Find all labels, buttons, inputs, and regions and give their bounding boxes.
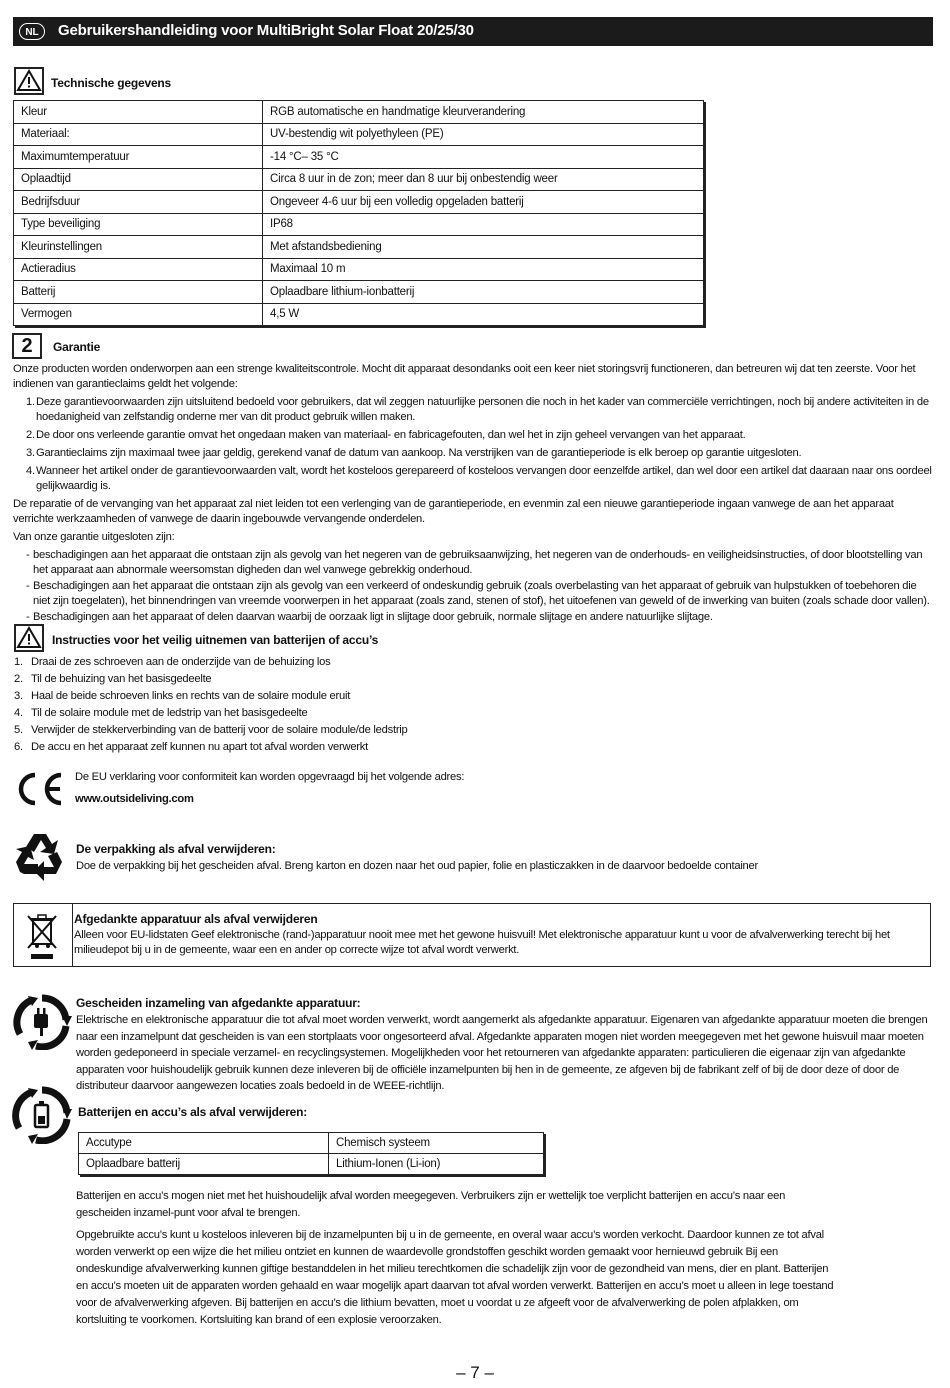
removal-step-text: Haal de beide schroeven links en rechts van de solaire module eruit <box>31 690 351 702</box>
battery-removal-steps <box>14 654 914 756</box>
excluded-item <box>13 610 933 625</box>
technical-title: Technische gegevens <box>51 76 172 90</box>
weee-box <box>13 903 931 967</box>
header-bar <box>13 17 933 46</box>
technical-value: -14 °C– 35 °C <box>263 146 704 169</box>
excluded-item <box>13 548 933 578</box>
list-dash: - <box>26 611 30 623</box>
excluded-item-text: Beschadigingen aan het apparaat of delen daarvan waarbij de oorzaak ligt in slijtage door gebruik, normale slijtage en andere natuurlijke slijtage. <box>33 611 713 623</box>
battery-waste-para2: Opgebruikte accu’s kunt u kosteloos inleveren bij de inzamelpunten bij u in de gemeente, en overal waar accu’s worden verkocht. Daardoor kunnen ze tot afval worden verwerkt op een wijze die het milieu ontziet en kunnen de waardevolle grondstoffen geschikt worden gemaakt voor hernieuwd gebruik Bij een ondeskundige afvalverwerking kunnen giftige bestanddelen in het milieu terechtkomen die schadelijk zijn voor de gezondheid van mens, dier en plant. Batterijen en accu’s moeten uit de apparaten worden gehaald en waar mogelijk apart daarvan tot afval worden verwerkt. Batterijen en accu’s moet u alleen in lege toestand voor de afvalverwerking afgeven. Bij batterijen en accu’s die lithium bevatten, moet u voordat u ze afgeeft voor de afvalverwerking de polen afplakken, om kortsluiting te voorkomen. Kortsluiting kan brand of een explosie veroorzaken. <box>76 1229 834 1326</box>
removal-step <box>14 671 914 688</box>
section-number-badge: 2 <box>12 333 42 359</box>
packaging-title: De verpakking als afval verwijderen: <box>76 842 276 856</box>
list-number: 3. <box>14 690 23 702</box>
ce-url-link[interactable]: www.outsideliving.com <box>75 793 194 805</box>
technical-row <box>14 258 704 281</box>
collection-title: Gescheiden inzameling van afgedankte apparatuur: <box>76 996 361 1010</box>
technical-value: IP68 <box>263 213 704 236</box>
technical-row <box>14 213 704 236</box>
list-number: 6. <box>14 741 23 753</box>
garantie-body <box>13 362 933 626</box>
technical-key: Bedrijfsduur <box>14 191 263 214</box>
technical-row <box>14 191 704 214</box>
battery-table-cell: Chemisch systeem <box>329 1133 544 1154</box>
list-dash: - <box>26 580 30 592</box>
technical-value: Maximaal 10 m <box>263 258 704 281</box>
removal-step-text: Draai de zes schroeven aan de onderzijde van de behuizing los <box>31 656 331 668</box>
technical-table <box>13 100 704 326</box>
battery-type-table <box>78 1132 544 1175</box>
battery-table-cell: Lithium-Ionen (Li-ion) <box>329 1154 544 1175</box>
technical-key: Kleurinstellingen <box>14 236 263 259</box>
weee-divider <box>72 904 73 966</box>
list-number: 5. <box>14 724 23 736</box>
technical-row <box>14 281 704 304</box>
battery-table-cell: Oplaadbare batterij <box>79 1154 329 1175</box>
technical-key: Type beveiliging <box>14 213 263 236</box>
packaging-text: Doe de verpakking bij het gescheiden afval. Breng karton en dozen naar het oud papier, folie en plasticzakken in de daarvoor bedoelde container <box>76 860 758 872</box>
list-number: 1. <box>14 656 23 668</box>
battery-table-cell: Accutype <box>79 1133 329 1154</box>
battery-waste-para1: Batterijen en accu’s mogen niet met het huishoudelijk afval worden meegegeven. Verbruikers zijn er wettelijk toe verplicht batterijen en accu’s naar een gescheiden inzamel-punt voor afval te brengen. <box>76 1190 786 1219</box>
warning-triangle-icon <box>14 67 44 95</box>
technical-key: Oplaadtijd <box>14 168 263 191</box>
technical-row <box>14 146 704 169</box>
technical-key: Actieradius <box>14 258 263 281</box>
technical-row <box>14 123 704 146</box>
garantie-item <box>13 464 933 494</box>
warning-triangle-icon <box>14 624 44 652</box>
garantie-intro: Onze producten worden onderworpen aan een strenge kwaliteitscontrole. Mocht dit apparaat desondanks ooit een keer niet storingsvrij functioneren, dan betreuren wij dat ten zeerste. Voor het indienen van garantieclaims geldt het volgende: <box>13 363 916 390</box>
technical-value: 4,5 W <box>263 303 704 326</box>
weee-title: Afgedankte apparatuur als afval verwijderen <box>74 912 318 926</box>
technical-value: Oplaadbare lithium-ionbatterij <box>263 281 704 304</box>
technical-value: UV-bestendig wit polyethyleen (PE) <box>263 123 704 146</box>
battery-removal-body <box>14 654 914 756</box>
garantie-excluded-list <box>13 548 933 625</box>
excluded-item-text: beschadigingen aan het apparaat die ontstaan zijn als gevolg van het negeren van de gebruiksaanwijzing, het negeren van de onderhouds- en veiligheidsinstructies, of door blootstelling van het apparaat aan abnormale weersomstan digheden dan wel vanwege gebrekkig onderhoud. <box>33 549 923 576</box>
list-number: 1. <box>26 396 35 408</box>
technical-key: Vermogen <box>14 303 263 326</box>
technical-key: Kleur <box>14 101 263 124</box>
removal-step <box>14 722 914 739</box>
removal-step <box>14 654 914 671</box>
removal-step <box>14 688 914 705</box>
battery-removal-title: Instructies voor het veilig uitnemen van batterijen of accu’s <box>52 633 379 647</box>
ce-mark-icon <box>13 771 65 807</box>
garantie-item <box>13 395 933 425</box>
garantie-item-text: Garantieclaims zijn maximaal twee jaar geldig, gerekend vanaf de datum van aankoop. Na verstrijken van de garantieperiode is elk beroep op garantie uitgesloten. <box>36 447 802 459</box>
removal-step <box>14 705 914 722</box>
garantie-item-text: Wanneer het artikel onder de garantievoorwaarden valt, wordt het kosteloos gerepareerd of kosteloos vervangen door eenzelfde artikel, dan wel door een artikel dat daaraan naar ons oordeel gelijkwaardig is. <box>36 465 932 492</box>
removal-step-text: Til de behuizing van het basisgedeelte <box>31 673 212 685</box>
ce-text: De EU verklaring voor conformiteit kan worden opgevraagd bij het volgende adres: <box>75 771 465 783</box>
technical-value: Met afstandsbediening <box>263 236 704 259</box>
page-title: Gebruikershandleiding voor MultiBright Solar Float 20/25/30 <box>58 22 474 39</box>
battery-waste-title: Batterijen en accu’s als afval verwijderen: <box>78 1105 308 1119</box>
garantie-list <box>13 395 933 494</box>
technical-value: RGB automatische en handmatige kleurverandering <box>263 101 704 124</box>
recycle-icon <box>12 828 70 886</box>
technical-row <box>14 101 704 124</box>
list-dash: - <box>26 549 30 561</box>
crossed-bin-icon <box>24 912 60 962</box>
technical-row <box>14 168 704 191</box>
garantie-item <box>13 446 933 461</box>
removal-step-text: Til de solaire module met de ledstrip van het basisgedeelte <box>31 707 308 719</box>
garantie-item-text: De door ons verleende garantie omvat het ongedaan maken van materiaal- en fabricagefouten, dan wel het in zijn geheel vervangen van het apparaat. <box>36 429 746 441</box>
garantie-repair-text: De reparatie of de vervanging van het apparaat zal niet leiden tot een verlenging van de garantieperiode, en evenmin zal een nieuwe garantieperiode ingaan vanwege de aan het apparaat verrichte werkzaamheden of vanwege de daarin ingebouwde vervangende onderdelen. <box>13 498 894 525</box>
list-number: 2. <box>26 429 35 441</box>
technical-key: Maximumtemperatuur <box>14 146 263 169</box>
garantie-item <box>13 428 933 443</box>
excluded-item-text: Beschadigingen aan het apparaat die ontstaan zijn als gevolg van een verkeerd of ondeskundig gebruik (zoals overbelasting van het apparaat of gebruik van hulpstukken of toebehoren die niet zijn toegelaten), het binnendringen van vreemde voorwerpen in het apparaat (zoals zand, stenen of stof), het uitoefenen van geweld of de inwerking van buiten (zoals schade door vallen). <box>33 580 930 607</box>
battery-table-row <box>79 1133 544 1154</box>
list-number: 2. <box>14 673 23 685</box>
technical-key: Materiaal: <box>14 123 263 146</box>
garantie-title: Garantie <box>53 340 101 354</box>
removal-step <box>14 739 914 756</box>
excluded-item <box>13 579 933 609</box>
technical-row <box>14 303 704 326</box>
technical-value: Ongeveer 4-6 uur bij een volledig opgeladen batterij <box>263 191 704 214</box>
technical-row <box>14 236 704 259</box>
list-number: 4. <box>26 465 35 477</box>
page-number: – 7 – <box>456 1363 494 1382</box>
technical-value: Circa 8 uur in de zon; meer dan 8 uur bij onbestendig weer <box>263 168 704 191</box>
battery-table-row <box>79 1154 544 1175</box>
garantie-excluded-intro: Van onze garantie uitgesloten zijn: <box>13 531 175 543</box>
garantie-item-text: Deze garantievoorwaarden zijn uitsluitend bedoeld voor gebruikers, dat wil zeggen natuurlijke personen die noch in het kader van commerciële verrichtingen, noch bij andere activiteiten in de hoedanigheid van zelfstandig onderne mer van dit product gebruik willen maken. <box>36 396 929 423</box>
removal-step-text: De accu en het apparaat zelf kunnen nu apart tot afval worden verwerkt <box>31 741 368 753</box>
plug-recycle-icon <box>12 994 72 1050</box>
list-number: 3. <box>26 447 35 459</box>
collection-text: Elektrische en elektronische apparatuur die tot afval moet worden verwerkt, wordt aangemerkt als afgedankte apparatuur. Eigenaren van afgedankte apparatuur moeten die brengen naar een inzamelpunt dat gescheiden is van een stortplaats voor ongesorteerd afval. Afgedankte apparaten mogen niet worden meegegeven met het gewone huisvuil maar moeten worden gedeponeerd in speciale verzamel- en recyclingsystemen. Mogelijkheden voor het retourneren van afgedankte apparaten: particulieren die eigenaar zijn van afgedankte apparaten voor huishoudelijk gebruik kunnen deze inleveren bij de officiële inzamelpunten bij hen in de gemeente, ze afgeven bij de fabrikant zelf of bij de door deze of door de distributeur daarvoor aangewezen locaties zoals bedoeld in de WEEE-richtlijn. <box>76 1014 928 1092</box>
weee-text: Alleen voor EU-lidstaten Geef elektronische (rand-)apparatuur nooit mee met het gewone huisvuil! Met elektronische apparatuur kunt u voor de afvalverwerking terecht bij het milieudepot bij u in de gemeente, waar een en ander op correcte wijze tot afval wordt verwerkt. <box>74 929 890 956</box>
language-badge: NL <box>19 23 45 40</box>
removal-step-text: Verwijder de stekkerverbinding van de batterij voor de solaire module/de ledstrip <box>31 724 408 736</box>
list-number: 4. <box>14 707 23 719</box>
technical-key: Batterij <box>14 281 263 304</box>
battery-recycle-icon <box>12 1086 72 1144</box>
